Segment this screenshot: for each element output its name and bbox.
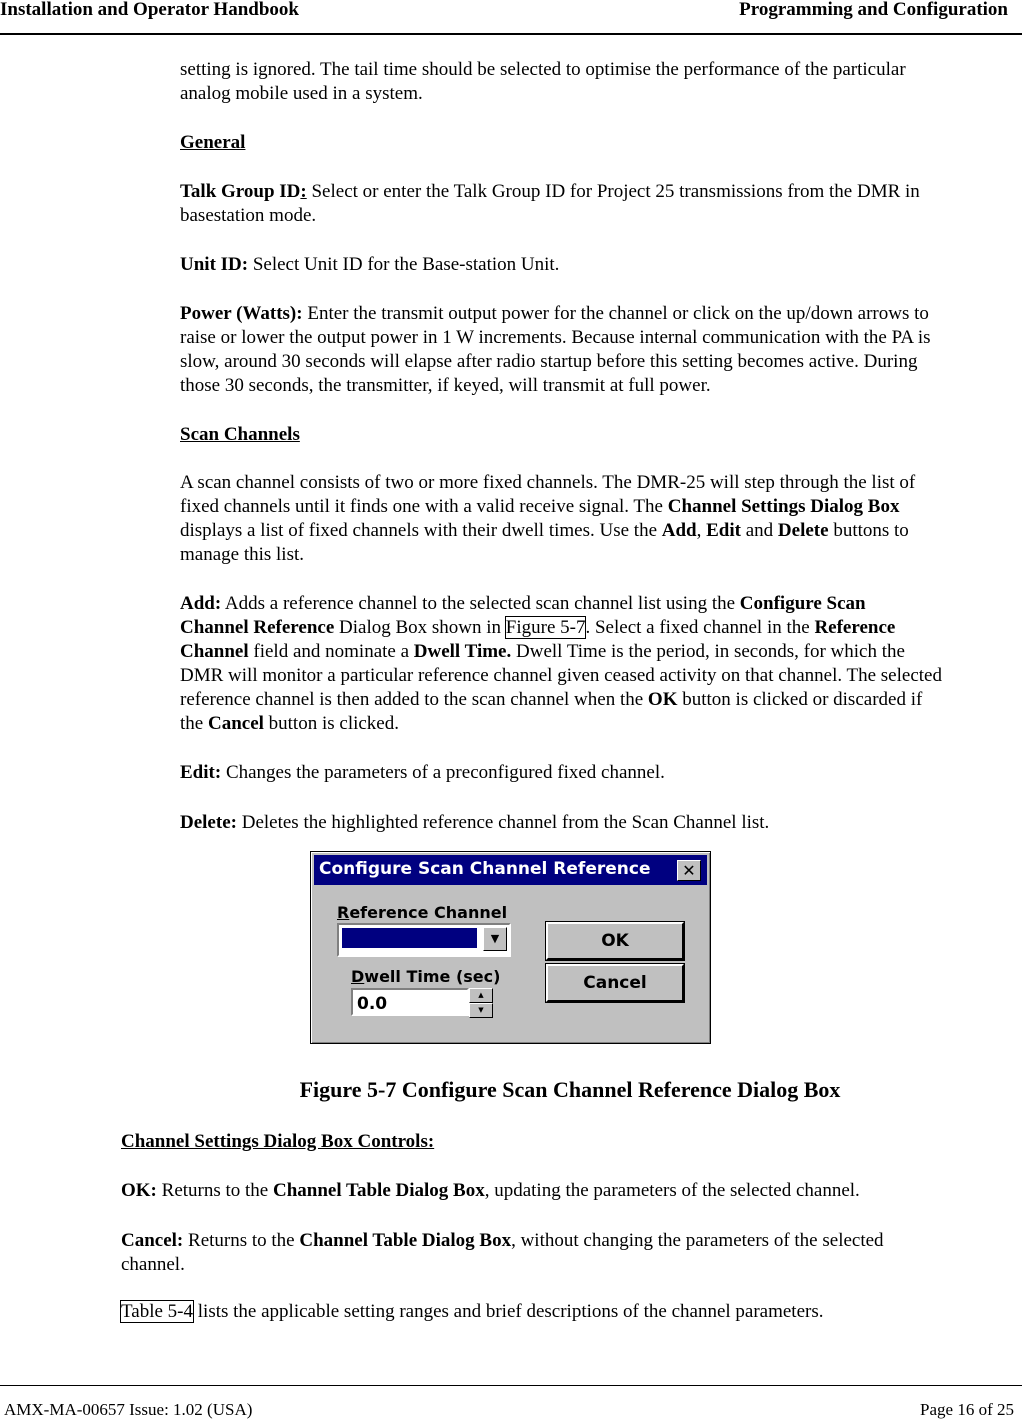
header-right: Programming and Configuration [739, 0, 1008, 20]
paragraph-scan: A scan channel consists of two or more fixed channels. The DMR-25 will step through the list of fixed channels until it finds one with a valid receive signal. The Channel Settings Dialog Box displays a list of fixed channels with their dwell times. Use the Add, Edit and Delete buttons to manage this list. [180, 472, 916, 565]
footer-left: AMX-MA-00657 Issue: 1.02 (USA) [4, 1400, 253, 1419]
reference-channel-label: Reference Channel [337, 903, 508, 922]
figure-caption: Figure 5-7 Configure Scan Channel Reference Dialog Box [299, 1077, 841, 1102]
dwell-time-label: Dwell Time (sec) [351, 967, 501, 986]
ok-button[interactable]: OK [546, 922, 684, 960]
paragraph-add: Add: Adds a reference channel to the selected scan channel list using the Configure Scan Channel Reference Dialog Box shown in Figure 5-7. Select a fixed channel in the Reference Channel field and nominate a Dwell Time. Dwell Time is the period, in seconds, for which the DMR will monitor a particular reference channel given ceased activity on that channel. The selected reference channel is then added to the scan channel when the OK button is clicked or discarded if the Cancel button is clicked. [180, 593, 942, 734]
page-footer [0, 1385, 1022, 1419]
figure-reference-link[interactable]: Figure 5-7 [505, 617, 586, 638]
configure-scan-channel-dialog [310, 851, 711, 1044]
heading-scan-channels: Scan Channels [180, 424, 300, 445]
paragraph-cancel: Cancel: Returns to the Channel Table Dialog Box, without changing the parameters of the selected channel. [121, 1230, 884, 1275]
chevron-down-icon[interactable]: ▼ [483, 927, 507, 951]
table-reference-link[interactable]: Table 5-4 [121, 1301, 194, 1322]
dialog-title-bar [314, 855, 707, 885]
paragraph-delete: Delete: Deletes the highlighted reference channel from the Scan Channel list. [180, 812, 770, 833]
heading-controls: Channel Settings Dialog Box Controls: [121, 1131, 435, 1152]
paragraph-talk-group: Talk Group ID: Select or enter the Talk Group ID for Project 25 transmissions from the DMR in basestation mode. [180, 181, 920, 226]
footer-right: Page 16 of 25 [920, 1400, 1014, 1419]
dwell-time-input[interactable]: 0.0 [351, 988, 469, 1016]
close-icon[interactable]: ✕ [677, 860, 701, 881]
dialog-title: Configure Scan Channel Reference [319, 859, 651, 879]
selected-channel-highlight [342, 928, 477, 948]
page-header [0, 0, 1022, 35]
paragraph-unit-id: Unit ID: Select Unit ID for the Base-station Unit. [180, 254, 560, 275]
spin-up-icon[interactable]: ▲ [469, 988, 493, 1003]
dwell-time-spinner[interactable] [469, 988, 493, 1018]
heading-general: General [180, 132, 246, 153]
paragraph-table-ref: Table 5-4 lists the applicable setting ranges and brief descriptions of the channel parameters. [121, 1301, 824, 1322]
spin-down-icon[interactable]: ▼ [469, 1003, 493, 1018]
paragraph-tail-time: setting is ignored. The tail time should be selected to optimise the performance of the particular analog mobile used in a system. [180, 59, 906, 104]
paragraph-ok: OK: Returns to the Channel Table Dialog Box, updating the parameters of the selected channel. [121, 1180, 860, 1201]
header-left: Installation and Operator Handbook [0, 0, 299, 20]
paragraph-edit: Edit: Changes the parameters of a preconfigured fixed channel. [180, 762, 665, 783]
reference-channel-select[interactable] [337, 923, 511, 957]
paragraph-power: Power (Watts): Enter the transmit output power for the channel or click on the up/down arrows to raise or lower the output power in 1 W increments. Because internal communication with the PA is slow, around 30 seconds will elapse after radio startup before this setting becomes active. During those 30 seconds, the transmitter, if keyed, will transmit at full power. [180, 303, 931, 396]
cancel-button[interactable]: Cancel [546, 964, 684, 1002]
